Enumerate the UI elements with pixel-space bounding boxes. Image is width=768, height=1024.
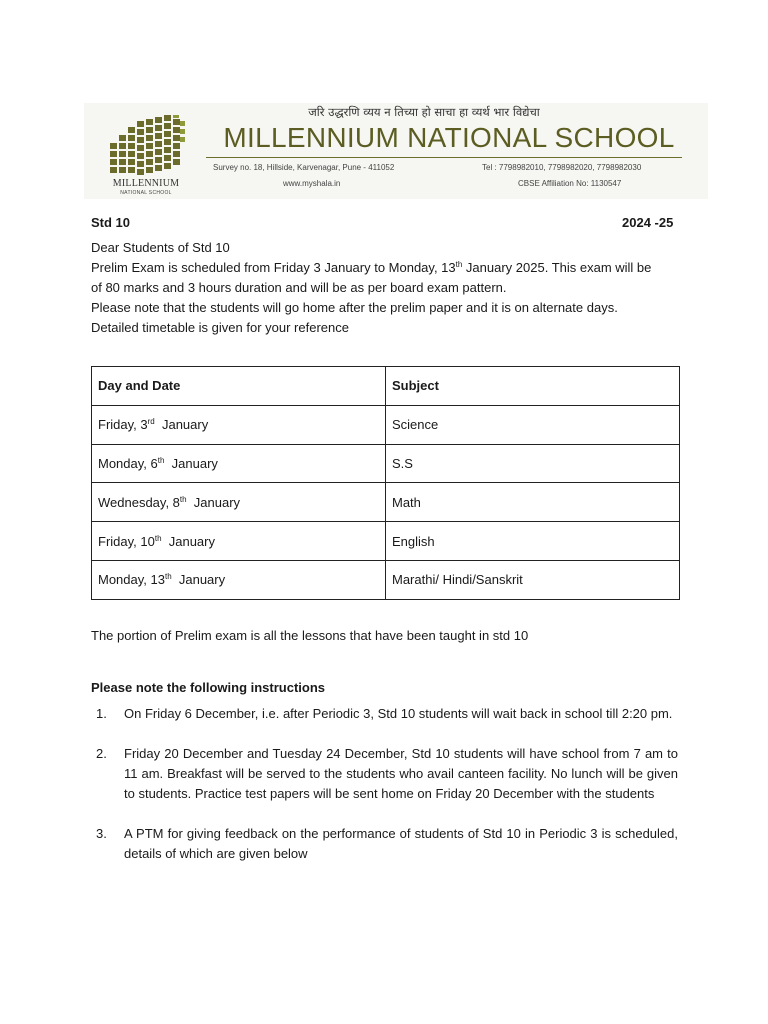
- intro-line-2: of 80 marks and 3 hours duration and will be as per board exam pattern.: [91, 280, 507, 295]
- logo-wordmark: MILLENNIUM: [112, 178, 180, 189]
- table-row: [92, 444, 680, 483]
- row-subject: English: [386, 522, 680, 561]
- school-motto: जरि उद्धरणि व्यय न तिच्या हो साचा हा व्यर्थ भार विद्येचा: [308, 105, 540, 119]
- instruction-item: Friday 20 December and Tuesday 24 December, Std 10 students will have school from 7 am to 11 am. Breakfast will be served to the students who avail canteen facility. No lunch will be given to students. Practice test papers will be sent home on Friday 20 December with the students: [124, 746, 678, 801]
- header-day-and-date: Day and Date: [92, 367, 386, 406]
- cbse-affiliation: CBSE Affiliation No: 1130547: [518, 179, 622, 188]
- school-address: Survey no. 18, Hillside, Karvenagar, Pune - 411052: [213, 163, 395, 172]
- school-name: MILLENNIUM NATIONAL SCHOOL: [223, 122, 675, 153]
- portion-note: The portion of Prelim exam is all the lessons that have been taught in std 10: [91, 628, 529, 643]
- instruction-item: A PTM for giving feedback on the performance of students of Std 10 in Periodic 3 is scheduled, details of which are given below: [124, 826, 678, 861]
- timetable: [91, 366, 680, 600]
- row-subject: Science: [386, 405, 680, 444]
- intro-line-4: Detailed timetable is given for your reference: [91, 320, 349, 335]
- row-subject: Math: [386, 483, 680, 522]
- std-label: Std 10: [91, 215, 131, 230]
- row-date: Friday, 10th January: [92, 522, 386, 561]
- table-row: [92, 483, 680, 522]
- instruction-number: 2.: [96, 746, 107, 761]
- greeting: Dear Students of Std 10: [91, 240, 230, 255]
- row-date: Monday, 6th January: [92, 444, 386, 483]
- row-subject: Marathi/ Hindi/Sanskrit: [386, 560, 680, 599]
- school-logo-icon: [110, 115, 186, 177]
- row-subject: S.S: [386, 444, 680, 483]
- instructions-title: Please note the following instructions: [91, 680, 326, 695]
- academic-year: 2024 -25: [622, 215, 674, 230]
- letterhead-divider: [206, 157, 682, 158]
- intro-line-1: Prelim Exam is scheduled from Friday 3 January to Monday, 13th January 2025. This exam will be: [91, 260, 652, 275]
- header-subject: Subject: [386, 367, 680, 406]
- table-header-row: [92, 367, 680, 406]
- row-date: Wednesday, 8th January: [92, 483, 386, 522]
- row-date: Friday, 3rd January: [92, 405, 386, 444]
- instruction-number: 1.: [96, 706, 107, 721]
- table-row: [92, 522, 680, 561]
- school-website: www.myshala.in: [283, 179, 341, 188]
- school-telephone: Tel : 7798982010, 7798982020, 7798982030: [482, 163, 642, 172]
- instruction-item: On Friday 6 December, i.e. after Periodic 3, Std 10 students will wait back in school till 2:20 pm.: [124, 706, 673, 721]
- intro-line-3: Please note that the students will go home after the prelim paper and it is on alternate days.: [91, 300, 618, 315]
- table-row: [92, 405, 680, 444]
- table-row: [92, 560, 680, 599]
- logo-subtitle: NATIONAL SCHOOL: [120, 190, 172, 196]
- row-date: Monday, 13th January: [92, 560, 386, 599]
- instruction-number: 3.: [96, 826, 107, 841]
- letterhead: [84, 103, 708, 199]
